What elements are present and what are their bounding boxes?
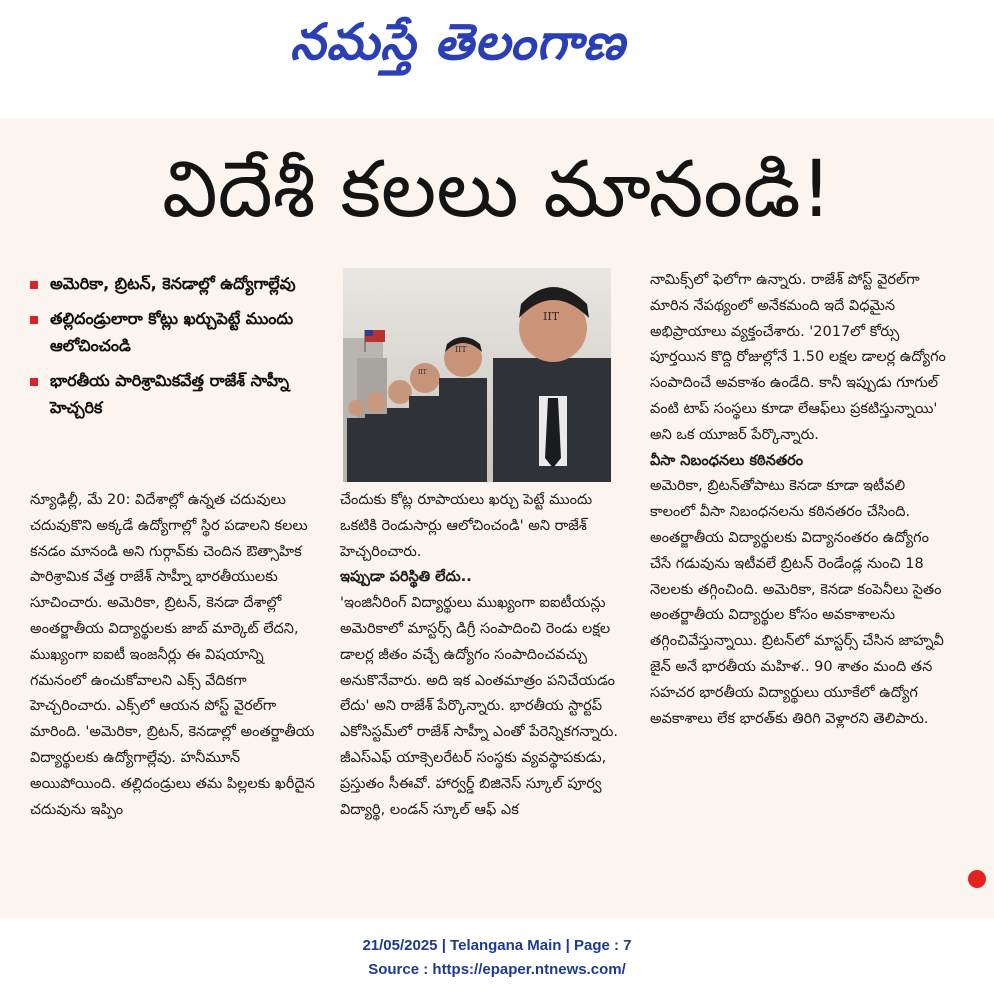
paragraph: న్యూఢిల్లీ, మే 20: విదేశాల్లో ఉన్నత చదువులు చదువుకొని అక్కడే ఉద్యోగాల్లో స్థిర పడాలని కలలు కనడం మానండి అని గుర్గావ్‌కు చెందిన ఔత్సాహిక పారిశ్రామిక వేత్త రాజేశ్ సాహ్నీ భారతీయులకు సూచించారు. అమెరికా, బ్రిటన్, కెనడా దేశాల్లో అంతర్జాతీయ విద్యార్థులకు జాబ్ మార్కెట్ లేదని, ముఖ్యంగా ఐఐటీ ఇంజనీర్లు ఈ విషయాన్ని గమనంలో ఉంచుకోవాలని ఎక్స్ వేదికగా హెచ్చరించారు. ఎక్స్‌లో ఆయన పోస్ట్ వైరల్‌గా మారింది. 'అమెరికా, బ్రిటన్, కెనడాల్లో అంతర్జాతీయ విద్యార్థులకు ఉద్యోగాల్లేవు. హనీమూన్ అయిపోయింది. తల్లిదండ్రులు తమ పిల్లలకు ఖరీదైన చదువును ఇప్పిం <box>30 492 315 818</box>
iit-badge: IIT <box>543 310 560 323</box>
highlight-text: భారతీయ పారిశ్రామికవేత్త రాజేశ్ సాహ్నీ హెచ్చరిక <box>50 371 290 417</box>
iit-badge: IIT <box>418 369 427 376</box>
iit-badge: IIT <box>455 345 467 354</box>
list-item <box>30 305 320 359</box>
bullet-square-icon <box>30 281 38 289</box>
page-footer <box>0 934 994 982</box>
bullet-square-icon <box>30 316 38 324</box>
highlight-text: తల్లిదండ్రులారా కోట్లు ఖర్చుపెట్టే ముందు ఆలోచించండి <box>50 309 294 355</box>
red-dot-icon <box>968 870 986 888</box>
article-photo <box>343 268 611 482</box>
paragraph: అమెరికా, బ్రిటన్‌తోపాటు కెనడా కూడా ఇటీవలి కాలంలో వీసా నిబంధనలను కఠినతరం చేసింది. అంతర్జాతీయ విద్యార్థులకు విద్యానంతరం ఉద్యోగం చేసే గడువును ఇటీవలే బ్రిటన్ రెండేండ్ల నుంచి 18 నెలలకు తగ్గించింది. అమెరికా, కెనడా కంపెనీలు సైతం అంతర్జాతీయ విద్యార్థుల కోసం అవకాశాలను తగ్గించివేస్తున్నాయి. బ్రిటన్‌లో మాస్టర్స్ చేసిన జాహ్నవీ జైన్ అనే భారతీయ మహిళ.. 90 శాతం మంది తన సహచర భారతీయ విద్యార్థులు యూకేలో ఉద్యోగ అవకాశాలు లేక భారత్‌కు తిరిగి వెళ్లారని తెలిపారు. <box>650 478 944 727</box>
students-illustration <box>343 268 611 482</box>
highlight-text: అమెరికా, బ్రిటన్, కెనడాల్లో ఉద్యోగాల్లేవు <box>50 274 296 293</box>
masthead <box>0 0 994 118</box>
section-subhead: ఇప్పుడా పరిస్థితి లేదు.. <box>340 569 472 586</box>
paragraph: 'ఇంజినీరింగ్ విద్యార్థులు ముఖ్యంగా ఐఐటీయన్లు అమెరికాలో మాస్టర్స్ డిగ్రీ సంపాదించి రెండు లక్షల డాలర్ల జీతం వచ్చే ఉద్యోగం సంపాదించవచ్చు అనుకొనేవారు. అది ఇక ఎంతమాత్రం పనిచేయడం లేదు' అని రాజేశ్ పేర్కొన్నారు. భారతీయ స్టార్టప్ ఎకోసిస్టమ్‌లో రాజేశ్ సాహ్నీ ఎంతో పేరెన్నికగన్నారు. జీఎస్‌ఎఫ్ యాక్సెలరేటర్ సంస్థకు వ్యవస్థాపకుడు, ప్రస్తుతం సీఈవో. హార్వర్డ్ బిజినెస్ స్కూల్ పూర్వ విద్యార్థి, లండన్ స్కూల్ ఆఫ్ ఎక <box>340 595 618 818</box>
source-link[interactable]: Source : https://epaper.ntnews.com/ <box>368 961 626 978</box>
highlights-list <box>30 270 320 429</box>
logo-text: నమస్తే తెలంగాణ <box>290 12 626 71</box>
paragraph: చేందుకు కోట్ల రూపాయలు ఖర్చు పెట్టే ముందు ఒకటికి రెండుసార్లు ఆలోచించండి' అని రాజేశ్ హెచ్చరించారు. <box>340 492 593 560</box>
edition-info: 21/05/2025 | Telangana Main | Page : 7 <box>362 937 632 954</box>
list-item <box>30 270 320 297</box>
article-column-3 <box>650 268 950 732</box>
article-column-1 <box>30 488 322 823</box>
list-item <box>30 367 320 421</box>
paragraph: నామిక్స్‌లో ఫెలోగా ఉన్నారు. రాజేశ్ పోస్ట్ వైరల్‌గా మారిన నేపథ్యంలో అనేకమంది ఇదే విధమైన అభిప్రాయాలు వ్యక్తంచేశారు. '2017లో కోర్సు పూర్తయిన కొద్ది రోజుల్లోనే 1.50 లక్షల డాలర్ల ఉద్యోగం సంపాదించే అవకాశం ఉండేది. కానీ ఇప్పుడు గూగుల్ వంటి టాప్ సంస్థలు కూడా లేఆఫ్‌లు ప్రకటిస్తున్నాయి' అని ఒక యూజర్ పేర్కొన్నారు. <box>650 272 946 443</box>
bullet-square-icon <box>30 378 38 386</box>
newspaper-logo <box>290 8 710 74</box>
article-column-2 <box>340 488 626 823</box>
article-headline: విదేశీ కలలు మానండి! <box>162 145 832 235</box>
section-subhead: వీసా నిబంధనలు కఠినతరం <box>650 452 804 469</box>
